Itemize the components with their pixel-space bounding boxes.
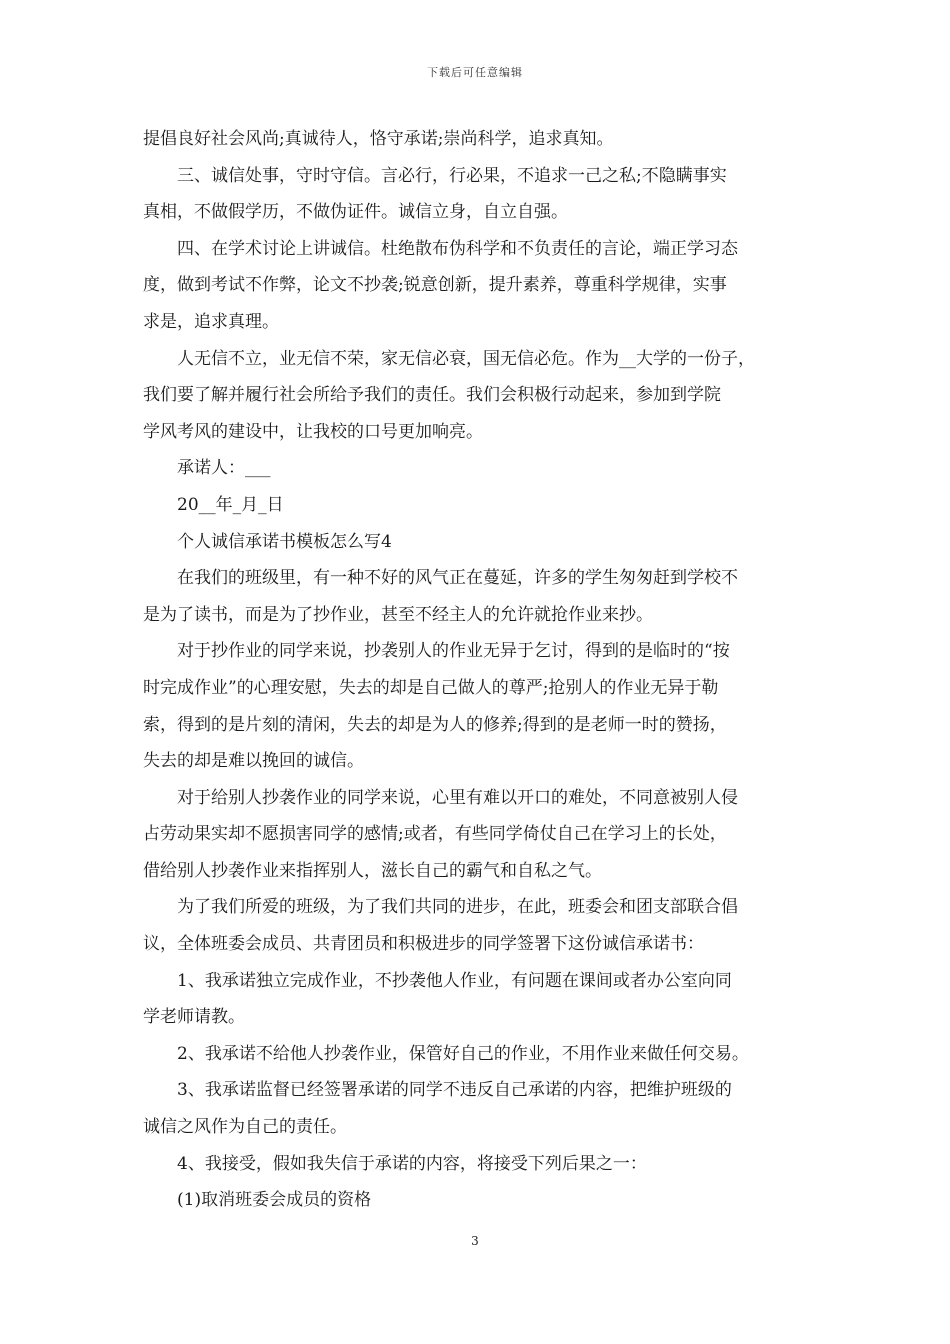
text-line: 4、我接受，假如我失信于承诺的内容，将接受下列后果之一： (177, 1153, 647, 1174)
text-line: 2、我承诺不给他人抄袭作业，保管好自己的作业，不用作业来做任何交易。 (177, 1043, 749, 1064)
text-line: 四、在学术讨论上讲诚信。杜绝散布伪科学和不负责任的言论，端正学习态 (177, 238, 738, 259)
text-line: 1、我承诺独立完成作业，不抄袭他人作业，有问题在课间或者办公室向同 (177, 970, 732, 991)
document-body (143, 121, 811, 1219)
text-line: 为了我们所爱的班级，为了我们共同的进步，在此，班委会和团支部联合倡 (177, 897, 738, 918)
text-line: 3、我承诺监督已经签署承诺的同学不违反自己承诺的内容，把维护班级的 (177, 1080, 732, 1101)
text-line: (1)取消班委会成员的资格 (177, 1190, 372, 1211)
text-line: 对于抄作业的同学来说，抄袭别人的作业无异于乞讨，得到的是临时的“按 (177, 641, 730, 662)
text-line: 索，得到的是片刻的清闲，失去的却是为人的修养;得到的是老师一时的赞扬， (143, 714, 727, 735)
text-line: 失去的却是难以挽回的诚信。 (143, 751, 364, 772)
text-line: 承诺人：___ (177, 458, 271, 479)
text-line: 借给别人抄袭作业来指挥别人，滋长自己的霸气和自私之气。 (143, 860, 602, 881)
text-line: 20__年_月_日 (177, 494, 284, 515)
text-line: 度，做到考试不作弊，论文不抄袭;锐意创新，提升素养，尊重科学规律，实事 (143, 275, 727, 296)
text-line: 诚信之风作为自己的责任。 (143, 1117, 347, 1138)
text-line: 提倡良好社会风尚;真诚待人，恪守承诺;崇尚科学，追求真知。 (143, 129, 614, 149)
text-line: 占劳动果实却不愿损害同学的感情;或者，有些同学倚仗自己在学习上的长处， (143, 824, 727, 845)
text-line: 时完成作业”的心理安慰，失去的却是自己做人的尊严;抢别人的作业无异于勒 (143, 677, 719, 698)
text-line: 议，全体班委会成员、共青团员和积极进步的同学签署下这份诚信承诺书： (143, 934, 704, 955)
text-line: 个人诚信承诺书模板怎么写4 (177, 531, 392, 552)
text-line: 对于给别人抄袭作业的同学来说，心里有难以开口的难处，不同意被别人侵 (177, 787, 738, 808)
text-line: 真相，不做假学历，不做伪证件。诚信立身，自立自强。 (143, 202, 568, 223)
text-line: 是为了读书，而是为了抄作业，甚至不经主人的允许就抢作业来抄。 (143, 604, 653, 625)
text-line: 学老师请教。 (143, 1007, 245, 1028)
text-line: 在我们的班级里，有一种不好的风气正在蔓延，许多的学生匆匆赶到学校不 (177, 568, 738, 589)
text-line: 三、诚信处事，守时守信。言必行，行必果，不追求一己之私;不隐瞒事实 (177, 165, 727, 186)
text-line: 求是，追求真理。 (143, 311, 279, 332)
text-line: 我们要了解并履行社会所给予我们的责任。我们会积极行动起来，参加到学院 (143, 385, 721, 406)
text-line: 人无信不立，业无信不荣，家无信必衰，国无信必危。作为__大学的一份子， (177, 348, 755, 369)
text-line: 学风考风的建设中，让我校的口号更加响亮。 (143, 421, 483, 442)
page-number: 3 (471, 1234, 479, 1248)
page-header: 下载后可任意编辑 (427, 66, 523, 79)
